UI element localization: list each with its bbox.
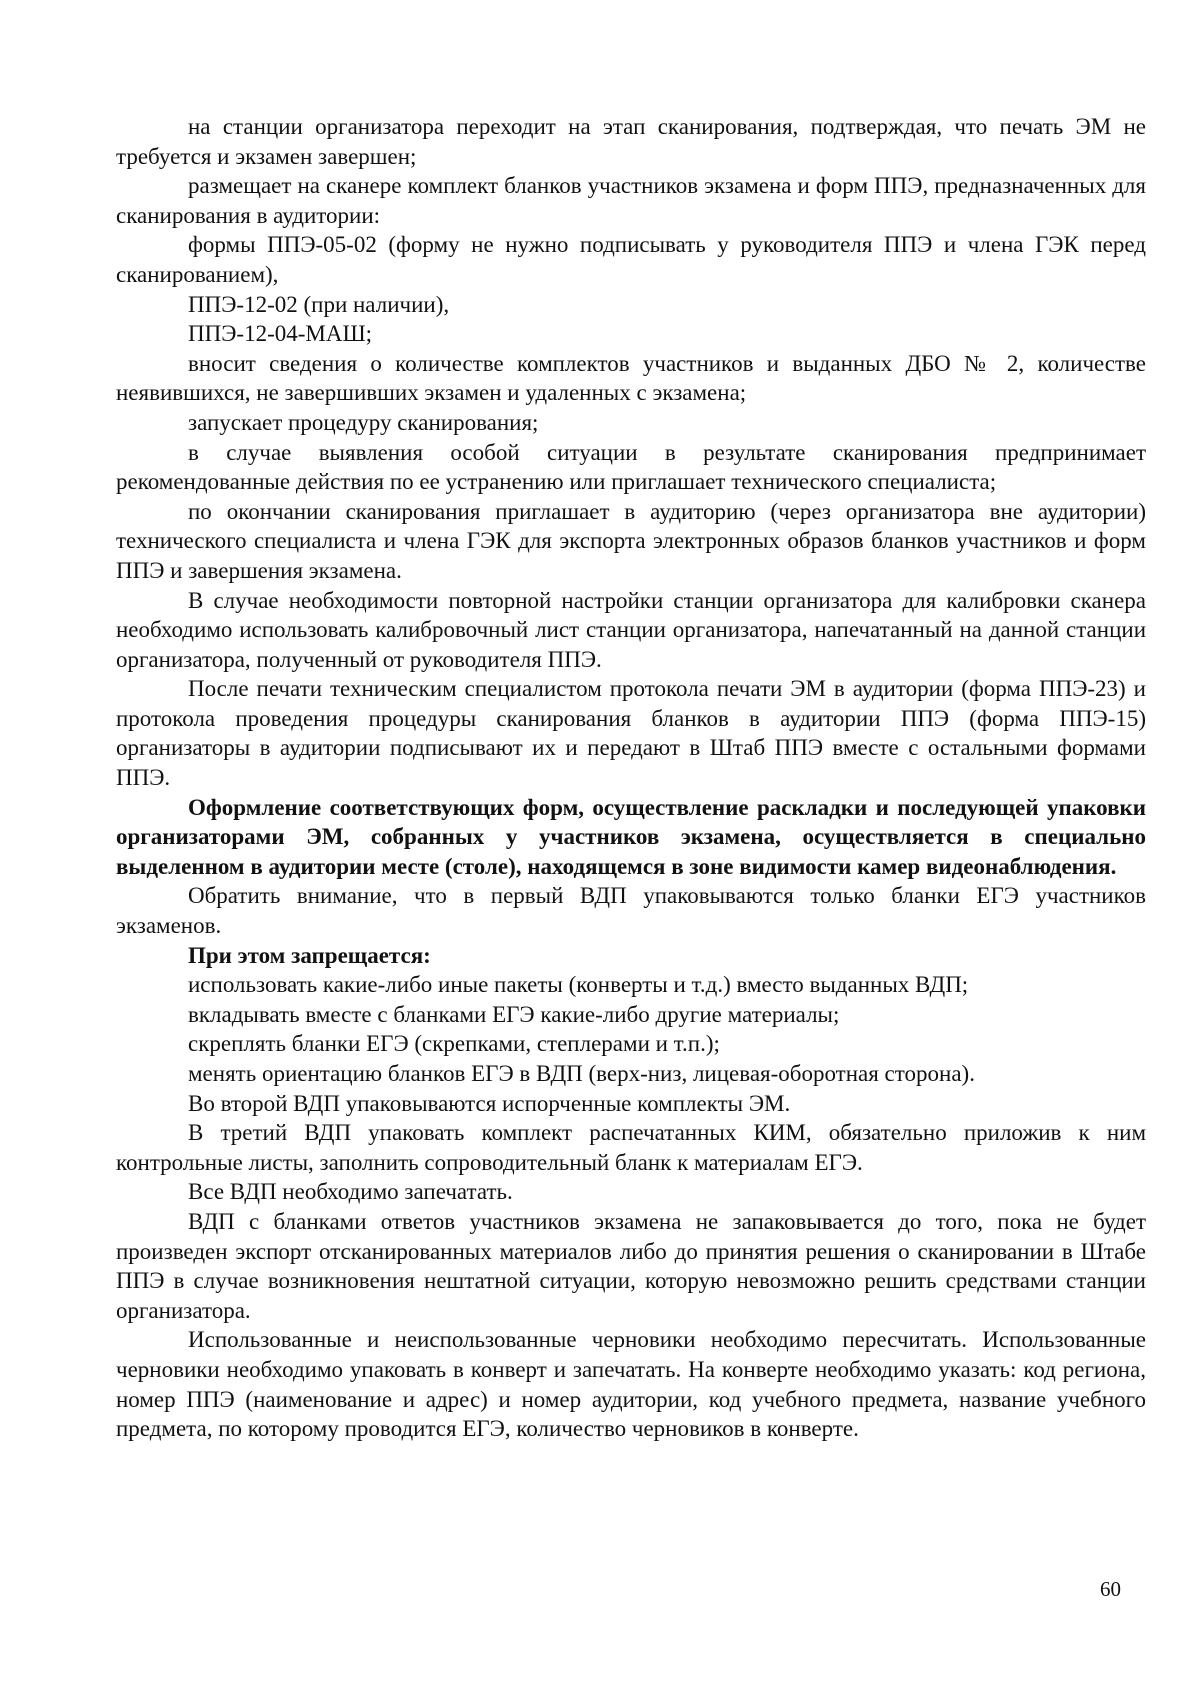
paragraph-answer-sheets-vdp: ВДП с бланками ответов участников экзамена не запаковывается до того, пока не будет произведен экспорт отсканированных материалов либо до принятия решения о сканировании в Штабе ППЭ в случае возникновения нештатной ситуации, которую невозможно решить средствами станции организатора. bbox=[116, 1208, 1146, 1323]
heading-prohibited: При этом запрещается: bbox=[188, 942, 431, 968]
paragraph-protocols: После печати техническим специалистом протокола печати ЭМ в аудитории (форма ППЭ-23) и протокола проведения процедуры сканирования бланков в аудитории ППЭ (форма ППЭ-15) организаторы в аудитории подписывают их и передают в Штаб ППЭ вместе с остальными формами ППЭ. bbox=[116, 676, 1146, 791]
paragraph-packing-notice: Оформление соответствующих форм, осуществление раскладки и последующей упаковки организаторами ЭМ, собранных у участников экзамена, осуществляется в специально выделенном в аудитории месте (столе), находящемся в зоне видимости камер видеонаблюдения. bbox=[116, 794, 1146, 879]
page-number: 60 bbox=[1100, 1577, 1121, 1601]
paragraph-prohibited-packages: использовать какие-либо иные пакеты (конверты и т.д.) вместо выданных ВДП; bbox=[188, 972, 969, 998]
paragraph-prohibited-fastening: скреплять бланки ЕГЭ (скрепками, степлерами и т.п.); bbox=[188, 1031, 720, 1057]
paragraph-first-vdp: Обратить внимание, что в первый ВДП упаковываются только бланки ЕГЭ участников экзаменов. bbox=[116, 883, 1146, 939]
paragraph-third-vdp: В третий ВДП упаковать комплект распечатанных КИМ, обязательно приложив к ним контрольные листы, заполнить сопроводительный бланк к материалам ЕГЭ. bbox=[116, 1120, 1146, 1175]
paragraph-form-ppe-12-04: ППЭ-12-04-МАШ; bbox=[188, 321, 373, 347]
paragraph-enter-data: вносит сведения о количестве комплектов участников и выданных ДБО № 2, количестве неявившихся, не завершивших экзамен и удаленных с экзамена; bbox=[116, 350, 1146, 406]
paragraph-drafts: Использованные и неиспользованные черновики необходимо пересчитать. Использованные черновики необходимо упаковать в конверт и запечатать. На конверте необходимо указать: код региона, номер ППЭ (наименование и адрес) и номер аудитории, код учебного предмета, название учебного предмета, по которому проводится ЕГЭ, количество черновиков в конверте. bbox=[116, 1327, 1146, 1442]
paragraph-second-vdp: Во второй ВДП упаковываются испорченные комплекты ЭМ. bbox=[188, 1090, 791, 1116]
paragraph-place-on-scanner: размещает на сканере комплект бланков участников экзамена и форм ППЭ, предназначенных для сканирования в аудитории: bbox=[116, 173, 1146, 228]
paragraph-seal-vdp: Все ВДП необходимо запечатать. bbox=[188, 1179, 513, 1205]
paragraph-prohibited-materials: вкладывать вместе с бланками ЕГЭ какие-либо другие материалы; bbox=[188, 1001, 840, 1027]
paragraph-form-ppe-12-02: ППЭ-12-02 (при наличии), bbox=[188, 291, 450, 317]
paragraph-scanning-stage: на станции организатора переходит на этап сканирования, подтверждая, что печать ЭМ не требуется и экзамен завершен; bbox=[116, 114, 1146, 169]
paragraph-form-ppe-05-02: формы ППЭ-05-02 (форму не нужно подписывать у руководителя ППЭ и члена ГЭК перед сканированием), bbox=[116, 232, 1146, 287]
paragraph-special-situation: в случае выявления особой ситуации в результате сканирования предпринимает рекомендованные действия по ее устранению или приглашает технического специалиста; bbox=[116, 439, 1146, 495]
paragraph-calibration: В случае необходимости повторной настройки станции организатора для калибровки сканера необходимо использовать калибровочный лист станции организатора, напечатанный на данной станции организатора, полученный от руководителя ППЭ. bbox=[116, 587, 1146, 672]
document-page bbox=[116, 112, 1146, 1444]
paragraph-prohibited-orientation: менять ориентацию бланков ЕГЭ в ВДП (верх-низ, лицевая-оборотная сторона). bbox=[188, 1061, 975, 1086]
paragraph-after-scanning: по окончании сканирования приглашает в аудиторию (через организатора вне аудитории) технического специалиста и члена ГЭК для экспорта электронных образов бланков участников и форм ППЭ и завершения экзамена. bbox=[116, 498, 1146, 583]
paragraph-start-scanning: запускает процедуру сканирования; bbox=[188, 409, 539, 435]
